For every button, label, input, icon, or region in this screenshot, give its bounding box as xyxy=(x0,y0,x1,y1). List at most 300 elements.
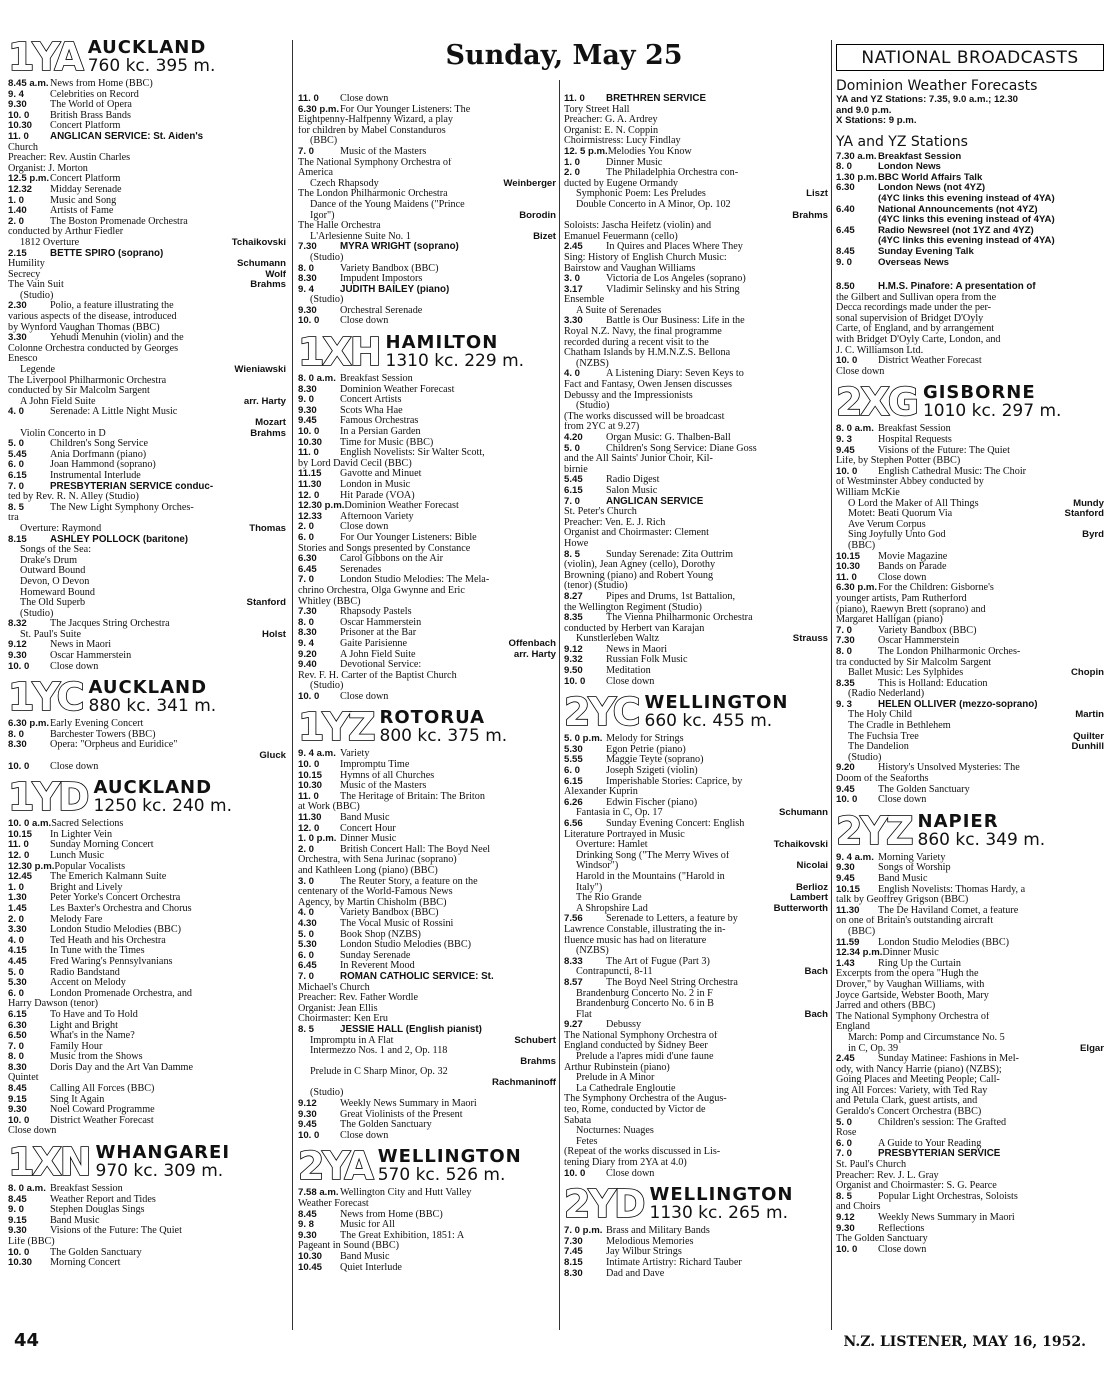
programme-text: Midday Serenade xyxy=(50,184,122,195)
time: 9.30 xyxy=(298,1109,317,1120)
listing-line xyxy=(836,303,1104,314)
listing-line xyxy=(564,1094,828,1105)
station-header xyxy=(298,705,556,750)
programme-text: (Studio) xyxy=(310,295,344,306)
time: 7.30 a.m. xyxy=(836,151,877,162)
programme-text: Joan Hammond (soprano) xyxy=(50,460,156,471)
time: 10.15 xyxy=(836,551,861,562)
programme-text: Close down xyxy=(606,1168,655,1179)
programme-text: conducted by Herbert van Karajan xyxy=(564,623,705,634)
listing-line xyxy=(836,446,1104,457)
listing-line xyxy=(298,628,556,639)
time: 6.30 p.m. xyxy=(836,583,878,594)
listing-line xyxy=(836,324,1104,335)
listing-line xyxy=(564,380,828,391)
listing-line xyxy=(564,1010,828,1021)
listing-line xyxy=(8,556,286,567)
listing-line xyxy=(298,1252,556,1263)
programme-text: The Rio Grande xyxy=(576,893,642,904)
programme-text: Close down xyxy=(340,1130,389,1141)
programme-text: Choirmaster: Ken Eru xyxy=(298,1014,388,1025)
listing-line xyxy=(8,460,286,471)
programme-text: Instrumental Interlude xyxy=(50,470,141,481)
programme-text: District Weather Forecast xyxy=(878,356,982,367)
listing-line xyxy=(836,435,1104,446)
time: 8.35 xyxy=(564,613,583,624)
listing-line xyxy=(298,639,556,650)
programme-text: British Brass Bands xyxy=(50,110,131,121)
programme-text: Motet: Beati Quorum Via xyxy=(848,509,953,520)
listing-line xyxy=(836,293,1104,304)
programme-text: The New Light Symphony Orches- xyxy=(50,502,194,513)
listing-line xyxy=(8,1073,286,1084)
listing-line xyxy=(836,1171,1104,1182)
listing-line xyxy=(564,528,828,539)
listing-line xyxy=(836,710,1104,721)
time: 7.30 xyxy=(298,607,317,618)
listing-line xyxy=(298,824,556,835)
time: 8. 5 xyxy=(836,1191,853,1202)
time: 8. 0 a.m. xyxy=(298,374,336,385)
programme-text: Preacher: Rev. Austin Charles xyxy=(8,153,131,164)
programme-text: Debussy xyxy=(606,1020,642,1031)
listing-line xyxy=(564,819,828,830)
listing-line xyxy=(836,477,1104,488)
time: 5. 0 xyxy=(8,439,25,450)
programme-text: Sunday Serenade xyxy=(340,950,411,961)
programme-text: Prelude in A Minor xyxy=(576,1073,655,1084)
listing-line xyxy=(8,291,286,302)
listing-line xyxy=(836,938,1104,949)
station-logo: 1YD xyxy=(8,775,88,820)
time: 6.45 xyxy=(298,961,317,972)
time: 11. 0 xyxy=(298,94,319,104)
listing-line xyxy=(298,961,556,972)
listing-line xyxy=(564,655,828,666)
time: 10.30 xyxy=(298,1252,323,1262)
programme-text: Fred Waring's Pennsylvanians xyxy=(50,956,173,967)
time: 6.56 xyxy=(564,819,583,829)
time: 10. 0 xyxy=(836,356,858,367)
composer: Bach xyxy=(804,967,828,978)
composer: Butterworth xyxy=(773,903,828,914)
programme-text: (4YC links this evening instead of 4YA) xyxy=(878,215,1055,226)
programme-text: Violin Concerto in D xyxy=(20,428,106,439)
listing-line xyxy=(564,777,828,788)
listing-line xyxy=(564,645,828,656)
station-header xyxy=(564,690,828,735)
listing-line xyxy=(298,565,556,576)
programme-text: A Listening Diary: Seven Keys to xyxy=(606,369,744,380)
listing-line xyxy=(8,609,286,620)
time: 10. 0 xyxy=(298,316,320,327)
time: 2. 0 xyxy=(298,844,315,855)
spacer xyxy=(8,1269,286,1273)
programme-text: Jarred and others (BBC) xyxy=(836,1001,936,1012)
listing-line xyxy=(8,1195,286,1206)
programme-text: Music of the Masters xyxy=(340,781,427,792)
yayz-line xyxy=(836,226,1104,237)
programme-text: Melodies You Know xyxy=(607,146,692,157)
listing-line xyxy=(836,980,1104,991)
listing-line xyxy=(564,1237,828,1248)
time: 2.45 xyxy=(564,242,583,253)
listing-line xyxy=(836,948,1104,959)
programme-text: Lawrence Constable, illustrating the in- xyxy=(564,924,726,935)
time: 8. 0 xyxy=(8,729,25,740)
programme-text: Time for Music (BBC) xyxy=(340,437,434,448)
composer: Quilter xyxy=(1073,731,1104,742)
programme-text: Close down xyxy=(878,795,927,806)
listing-line xyxy=(8,915,286,926)
time: 8. 0 xyxy=(298,617,315,628)
programme-text: Emanuel Feuermann (cello) xyxy=(564,231,678,242)
programme-text: Brandenburg Concerto No. 6 in B xyxy=(576,999,714,1010)
composer: Mozart xyxy=(255,418,286,428)
time: 4. 0 xyxy=(8,407,25,418)
programme-text: (NZBS) xyxy=(576,358,609,369)
listing-line xyxy=(8,740,286,751)
listing-line xyxy=(8,238,286,249)
programme-text: Serenades xyxy=(340,564,382,575)
listing-line xyxy=(298,105,556,116)
listing-line xyxy=(8,164,286,175)
time: 12.32 xyxy=(8,184,33,195)
spacer xyxy=(564,1279,828,1283)
time: 6.30 xyxy=(8,1020,27,1031)
listing-line xyxy=(836,1118,1104,1129)
listing-line xyxy=(564,1073,828,1084)
time: 9.20 xyxy=(836,763,855,774)
listing-line xyxy=(298,951,556,962)
programme-text: Doom of the Seaforths xyxy=(836,774,929,785)
listing-line xyxy=(8,344,286,355)
time: 9.15 xyxy=(8,1094,27,1105)
programme-text: Sunday Morning Concert xyxy=(50,840,154,851)
programme-text: Light and Bright xyxy=(50,1020,118,1031)
programme-text: Whitley (BBC) xyxy=(298,596,361,607)
time: 9.45 xyxy=(298,416,317,427)
time: 1.43 xyxy=(836,958,855,969)
listing-line xyxy=(564,115,828,126)
listing-line xyxy=(8,196,286,207)
station-frequency: 880 kc. 341 m. xyxy=(88,696,217,717)
composer: Chopin xyxy=(1070,668,1104,679)
time: 9.30 xyxy=(298,405,317,416)
time: 10.30 xyxy=(836,562,861,573)
programme-text: Family Hour xyxy=(50,1041,103,1052)
programme-text: (BBC) xyxy=(310,136,338,147)
listing-line xyxy=(298,930,556,941)
programme-text: Dinner Music xyxy=(606,157,663,168)
station-info xyxy=(380,709,508,745)
station-frequency: 570 kc. 526 m. xyxy=(377,1165,506,1186)
programme-text: For the Children: Gisborne's xyxy=(878,583,994,594)
listing-line xyxy=(298,1231,556,1242)
listing-line xyxy=(8,619,286,630)
listing-line xyxy=(836,927,1104,938)
time: 8. 0 xyxy=(8,1052,25,1063)
listing-line xyxy=(836,1213,1104,1224)
time: 9. 0 xyxy=(836,257,853,268)
listing-line xyxy=(8,1258,286,1269)
time: 11.30 xyxy=(836,905,860,916)
listing-line xyxy=(564,957,828,968)
programme-text: Weather Report and Tides xyxy=(50,1194,156,1205)
time: 7. 0 xyxy=(8,1041,25,1052)
listing-line xyxy=(8,535,286,546)
listing-line xyxy=(298,179,556,190)
time: 10.45 xyxy=(298,1262,323,1273)
time: 10.15 xyxy=(8,829,33,840)
composer: Holst xyxy=(262,629,286,640)
programme-text: Fetes xyxy=(576,1136,598,1147)
time: 9.30 xyxy=(836,1223,855,1234)
programme-text: The Symphony Orchestra of the Augus- xyxy=(564,1094,727,1105)
weather-title: Dominion Weather Forecasts xyxy=(836,77,1038,94)
page-title: Sunday, May 25 xyxy=(445,40,683,71)
programme-text: The World of Opera xyxy=(50,100,132,111)
programme-text: Fact and Fantasy, Owen Jensen discusses xyxy=(564,380,732,391)
programme-text: For Our Younger Listeners: The xyxy=(340,104,471,115)
time: 12.30 p.m. xyxy=(298,501,345,512)
programme-text: ducted by Eugene Ormandy xyxy=(564,178,679,189)
time: 12. 0 xyxy=(8,851,30,861)
station-frequency: 860 kc. 349 m. xyxy=(917,829,1046,850)
time: 9.30 xyxy=(8,651,27,662)
listing-line xyxy=(298,650,556,661)
station-info xyxy=(88,39,216,75)
listing-line xyxy=(564,497,828,508)
programme-text: St. Paul's Suite xyxy=(20,629,81,640)
programme-text: Ania Dorfmann (piano) xyxy=(50,449,147,460)
listing-line xyxy=(298,544,556,555)
time: 2.45 xyxy=(836,1054,855,1065)
time: 8.35 xyxy=(836,678,855,689)
listing-line xyxy=(836,1033,1104,1044)
programme-text: younger artists, Pam Rutherford xyxy=(836,593,967,604)
programme-text: The Vain Suit xyxy=(8,280,64,291)
listing-line xyxy=(564,787,828,798)
listing-line xyxy=(564,1169,828,1180)
time: 6.45 xyxy=(298,564,317,575)
listing-line xyxy=(564,264,828,275)
time: 9.30 xyxy=(298,1230,317,1241)
composer: Weinberger xyxy=(503,178,556,189)
programme-text: This is Holland: Education xyxy=(878,678,988,689)
listing-line xyxy=(298,1099,556,1110)
programme-text: La Cathedrale Engloutie xyxy=(576,1083,676,1094)
composer: Strauss xyxy=(792,634,828,645)
programme-text: Morning Variety xyxy=(878,852,946,863)
programme-text: Impromptu in A Flat xyxy=(310,1035,394,1046)
listing-line xyxy=(8,143,286,154)
listing-line xyxy=(8,450,286,461)
listing-line xyxy=(564,755,828,766)
programme-text: tra xyxy=(8,513,19,524)
time: 12.33 xyxy=(298,511,323,522)
programme-text: Gaite Parisienne xyxy=(340,638,408,649)
weather-lines xyxy=(836,95,1104,127)
programme-text: Close down xyxy=(606,676,655,687)
programme-text: The Liverpool Philharmonic Orchestra xyxy=(8,375,167,386)
programme-text: Oscar Hammerstein xyxy=(878,636,960,647)
listing-line xyxy=(8,840,286,851)
programme-text: chrino Orchestra, Olga Gwynne and Eric xyxy=(298,585,465,596)
listing-line xyxy=(8,79,286,90)
time: 4.20 xyxy=(564,433,583,443)
programme-text: Polio, a feature illustrating the xyxy=(50,301,174,312)
programme-text: The Golden Sanctuary xyxy=(836,1234,928,1245)
listing-line xyxy=(564,391,828,402)
listing-line xyxy=(564,105,828,116)
composer: Byrd xyxy=(1082,530,1104,541)
listing-line xyxy=(836,488,1104,499)
programme-text: Windsor") xyxy=(576,861,619,872)
time: 3.30 xyxy=(564,316,583,327)
programme-text: Debussy and the Impressionists xyxy=(564,390,693,401)
programme-text: The Dandelion xyxy=(848,742,909,753)
listing-line xyxy=(298,211,556,222)
programme-text: Close down xyxy=(8,1126,57,1137)
programme-text: Popular Vocalists xyxy=(54,861,126,872)
programme-text: Lunch Music xyxy=(50,851,105,861)
composer: Schubert xyxy=(514,1035,556,1046)
listing-line xyxy=(8,1031,286,1042)
programme-text: Alexander Kuprin xyxy=(564,787,638,798)
listing-line xyxy=(298,221,556,232)
programme-text: Preacher: Ven. E. J. Rich xyxy=(564,517,666,528)
programme-text: with Bridget D'Oyly Carte, London, and xyxy=(836,335,1001,346)
station-logo: 1YC xyxy=(8,675,83,720)
time: 7.30 xyxy=(298,242,317,253)
programme-text: Quintet xyxy=(8,1073,39,1084)
composer: Borodin xyxy=(519,210,556,221)
programme-text: Humility xyxy=(8,259,45,270)
programme-text: Homeward Bound xyxy=(20,587,95,598)
programme-text: Excerpts from the opera "Hugh the xyxy=(836,969,979,980)
listing-line xyxy=(836,594,1104,605)
programme-text: (Studio) xyxy=(310,252,344,263)
listing-line xyxy=(298,887,556,898)
time: 6.15 xyxy=(564,776,583,787)
listing-line xyxy=(8,429,286,440)
listing-line xyxy=(564,1226,828,1237)
time: 10. 0 a.m. xyxy=(8,819,52,830)
time: 10.15 xyxy=(298,770,323,781)
programme-text: Joseph Szigeti (violin) xyxy=(606,766,698,777)
listing-line xyxy=(564,274,828,285)
listing-line xyxy=(564,147,828,158)
composer: Dunhill xyxy=(1071,742,1104,753)
time: 5. 0 xyxy=(836,1117,853,1128)
listing-line xyxy=(836,530,1104,541)
listing-line xyxy=(836,1107,1104,1118)
time: 9.30 xyxy=(298,305,317,316)
programme-text: English Novelists: Sir Walter Scott, xyxy=(340,448,485,459)
programme-text: London Studio Melodies (BBC) xyxy=(878,937,1010,948)
listing-line xyxy=(8,1063,286,1074)
listing-line xyxy=(564,925,828,936)
listing-line xyxy=(564,1147,828,1158)
programme-text: Dad and Dave xyxy=(606,1268,665,1279)
programme-text: Sunday Evening Talk xyxy=(878,246,974,257)
time: 6. 0 xyxy=(836,1138,853,1149)
time: 8.15 xyxy=(8,534,27,545)
listing-line xyxy=(836,335,1104,346)
time: 6. 0 xyxy=(298,532,315,543)
programme-text: William McKie xyxy=(836,488,900,498)
listing-line xyxy=(8,354,286,365)
listing-line xyxy=(8,893,286,904)
programme-text: The Cradle in Bethlehem xyxy=(848,721,951,732)
programme-text: (violin), Jean Agney (cello), Dorothy xyxy=(564,560,716,571)
programme-text: Sunday Matinee: Fashions in Mel- xyxy=(878,1054,1019,1065)
programme-text: Intermezzo Nos. 1 and 2, Op. 118 xyxy=(310,1046,448,1057)
programme-text: Artists of Fame xyxy=(50,206,114,217)
programme-text: Kunstlerleben Waltz xyxy=(576,634,660,645)
time: 8. 5 xyxy=(8,502,25,513)
programme-text: London in Music xyxy=(340,480,411,490)
programme-text: Accent on Melody xyxy=(50,978,126,989)
time: 10.30 xyxy=(298,437,323,448)
programme-text: conducted by Sir Malcolm Sargent xyxy=(8,386,150,397)
station-city: NAPIER xyxy=(917,810,999,832)
programme-text: The Golden Sanctuary xyxy=(50,1247,142,1258)
programme-text: Harold in the Mountains ("Harold in xyxy=(576,871,725,882)
programme-text: ANGLICAN SERVICE: St. Aiden's xyxy=(50,131,204,142)
listing-line xyxy=(8,174,286,185)
listing-line xyxy=(836,1160,1104,1171)
programme-text: Church xyxy=(8,142,38,153)
programme-text: Book Shop (NZBS) xyxy=(340,929,421,940)
programme-text: Devotional Service: xyxy=(340,660,422,671)
listing-line xyxy=(298,242,556,253)
listing-line xyxy=(836,282,1104,293)
time: 6. 0 xyxy=(8,460,25,471)
time: 9.45 xyxy=(836,874,855,884)
time: 9. 3 xyxy=(836,435,853,446)
listing-line xyxy=(8,1126,286,1137)
listing-line xyxy=(564,1052,828,1063)
listing-line xyxy=(564,1258,828,1269)
time: 9.12 xyxy=(298,1099,317,1110)
programme-text: Oscar Hammerstein xyxy=(340,617,422,628)
listing-line xyxy=(836,346,1104,357)
time: 7.45 xyxy=(564,1247,583,1258)
time: 11.15 xyxy=(298,469,322,480)
listing-line xyxy=(564,306,828,317)
programme-text: Egon Petrie (piano) xyxy=(606,744,686,755)
listing-line xyxy=(8,1226,286,1237)
station-info xyxy=(650,1186,794,1222)
programme-text: (Studio) xyxy=(310,1088,344,1099)
listing-line xyxy=(298,147,556,158)
listing-line xyxy=(298,1036,556,1047)
listing-line xyxy=(564,136,828,147)
station-header xyxy=(836,380,1104,425)
listing-line xyxy=(298,908,556,919)
time: 10.30 xyxy=(298,781,323,792)
programme-text: Yehudi Menuhin (violin) and the xyxy=(50,333,184,344)
programme-text: JUDITH BAILEY (piano) xyxy=(340,284,450,295)
station-logo: 2YZ xyxy=(836,808,912,853)
station-frequency: 1250 kc. 240 m. xyxy=(93,796,232,817)
listing-line xyxy=(8,513,286,524)
programme-text: English Cathedral Music: The Choir xyxy=(878,466,1027,477)
time: 8.30 xyxy=(8,740,27,751)
programme-text: and Petula Clark, guest artists, and xyxy=(836,1096,978,1107)
